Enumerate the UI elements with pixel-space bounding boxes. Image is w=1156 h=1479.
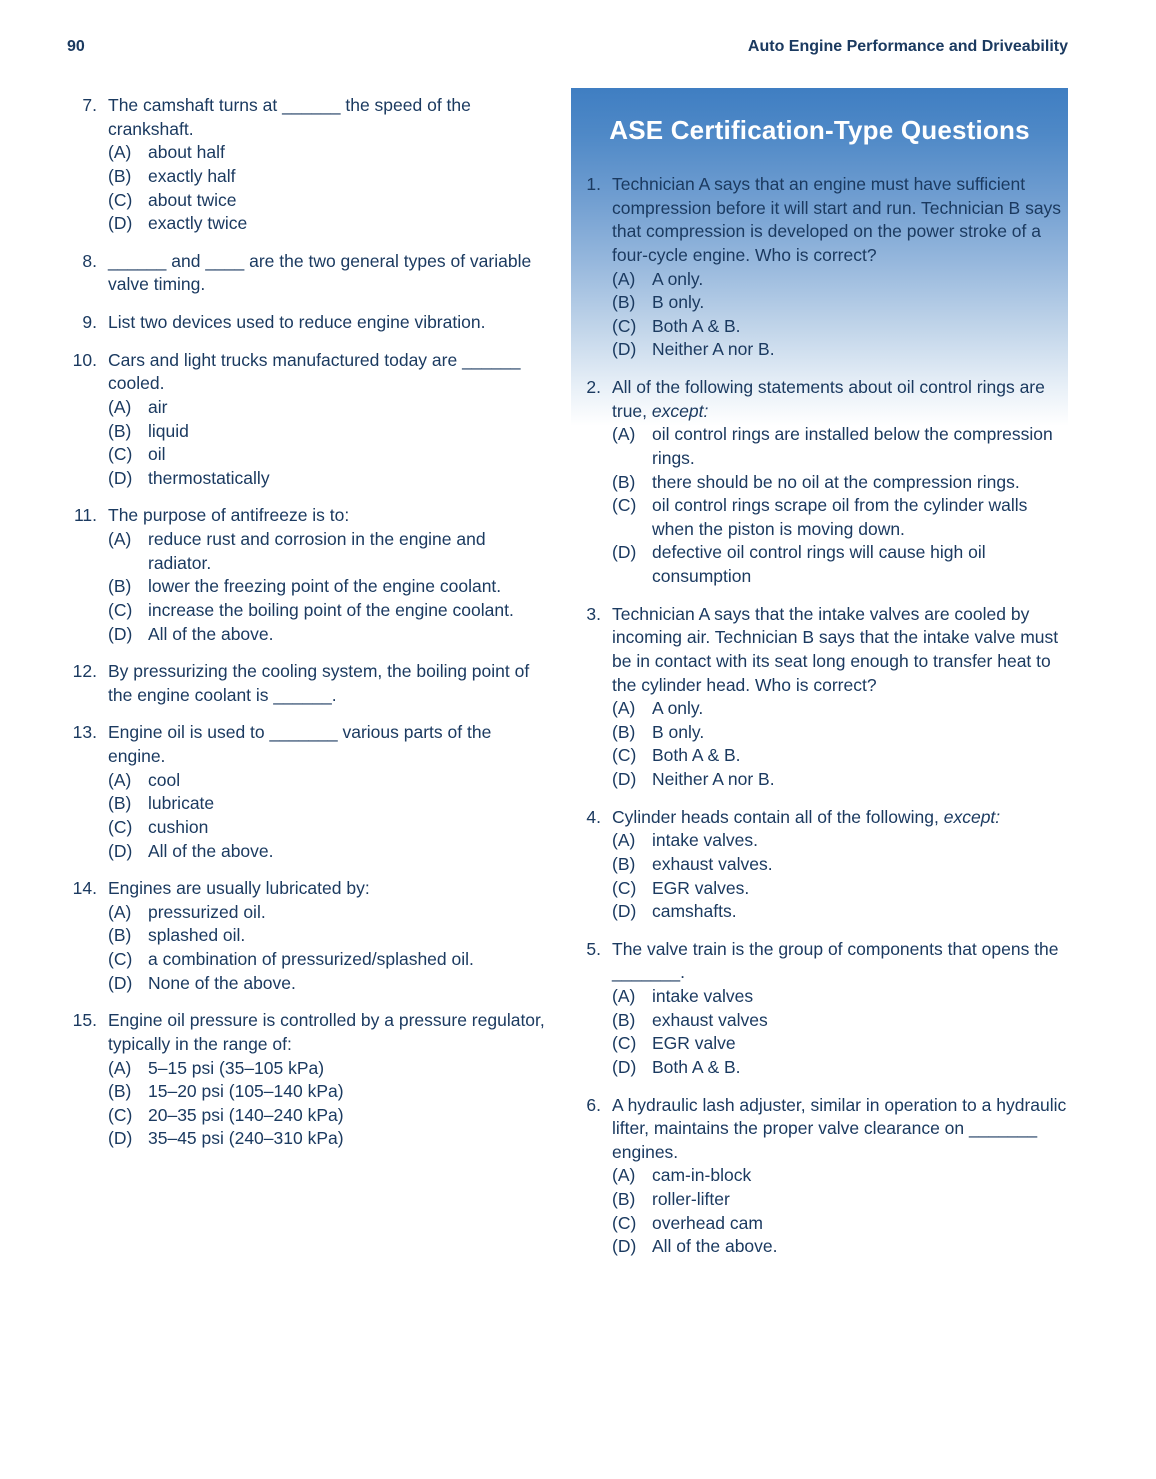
option-letter: (A): [108, 396, 132, 417]
left-questions: [67, 94, 545, 1151]
option-text: 5–15 psi (35–105 kPa): [148, 1057, 325, 1078]
option-text: oil control rings scrape oil from the cylinder walls when the piston is moving down.: [652, 495, 1028, 539]
option-letter: (C): [612, 495, 637, 516]
question-text: [108, 311, 545, 335]
question-text: [612, 938, 1068, 985]
question-body: [108, 349, 545, 491]
option-text: there should be no oil at the compression rings.: [652, 471, 1020, 492]
option-row: [108, 528, 545, 575]
option-row: [108, 816, 545, 840]
option-letter: (A): [612, 698, 636, 719]
question-number: 8.: [82, 250, 97, 271]
option-letter: (B): [612, 853, 636, 874]
option-row: [612, 1212, 1068, 1236]
option-row: [612, 1188, 1068, 1212]
question-text: [612, 1094, 1068, 1165]
question-number: 9.: [82, 312, 97, 332]
option-letter: (C): [612, 315, 637, 336]
question-item: [571, 1094, 1068, 1259]
option-row: [612, 268, 1068, 292]
option-row: [108, 901, 545, 925]
option-row: [108, 1127, 545, 1151]
option-letter: (B): [108, 925, 132, 946]
option-text: about half: [148, 142, 225, 163]
option-text: lower the freezing point of the engine coolant.: [148, 576, 502, 597]
option-text: exactly half: [148, 165, 236, 186]
left-column: [67, 88, 545, 1165]
option-row: [612, 744, 1068, 768]
question-text-main: Cars and light trucks manufactured today are ______ cooled.: [108, 349, 521, 394]
option-letter: (C): [612, 745, 637, 766]
question-text-main: List two devices used to reduce engine vibration.: [108, 312, 486, 332]
option-text: Both A & B.: [652, 745, 741, 766]
option-text: cool: [148, 769, 181, 790]
option-letter: (D): [108, 623, 133, 644]
question-item: [67, 660, 545, 707]
question-number: 10.: [72, 349, 97, 370]
option-letter: (A): [612, 268, 636, 289]
question-item: [571, 938, 1068, 1080]
question-body: [612, 938, 1068, 1080]
option-letter: (D): [108, 467, 133, 488]
question-number: 12.: [72, 661, 97, 682]
option-text: thermostatically: [148, 467, 270, 488]
option-text: B only.: [652, 292, 705, 313]
option-letter: (B): [108, 420, 132, 441]
question-text: [612, 806, 1068, 830]
question-body: [108, 250, 545, 297]
question-item: [67, 721, 545, 863]
option-row: [108, 623, 545, 647]
option-row: [612, 1056, 1068, 1080]
option-row: [108, 924, 545, 948]
option-letter: (A): [612, 986, 636, 1006]
question-body: [108, 311, 545, 335]
option-row: [612, 541, 1068, 588]
option-text: Both A & B.: [652, 1056, 741, 1077]
question-number: 7.: [82, 95, 97, 115]
option-row: [612, 338, 1068, 362]
option-letter: (C): [612, 877, 637, 898]
option-row: [108, 972, 545, 996]
option-row: [612, 1235, 1068, 1259]
option-text: 35–45 psi (240–310 kPa): [148, 1128, 344, 1149]
option-row: [108, 599, 545, 623]
option-text: exhaust valves: [652, 1009, 768, 1030]
option-row: [108, 1104, 545, 1128]
option-text: exhaust valves.: [652, 853, 773, 874]
option-letter: (B): [108, 793, 132, 814]
option-row: [612, 900, 1068, 924]
option-text: A only.: [652, 268, 704, 289]
question-item: [571, 173, 1068, 362]
question-text: [108, 94, 545, 141]
option-letter: (A): [612, 830, 636, 851]
question-text-main: A hydraulic lash adjuster, similar in operation to a hydraulic lifter, maintains the proper valve clearance on _______ engines.: [612, 1094, 1067, 1162]
question-text-main: The purpose of antifreeze is to:: [108, 505, 350, 526]
option-row: [612, 877, 1068, 901]
question-text-main: ______ and ____ are the two general types of variable valve timing.: [108, 250, 532, 295]
option-row: [108, 840, 545, 864]
option-text: about twice: [148, 189, 237, 210]
option-letter: (C): [108, 949, 133, 969]
question-item: [571, 806, 1068, 924]
option-text: reduce rust and corrosion in the engine and radiator.: [148, 529, 486, 573]
option-row: [612, 768, 1068, 792]
option-letter: (C): [108, 816, 133, 837]
question-body: [108, 877, 545, 995]
question-text-main: By pressurizing the cooling system, the boiling point of the engine coolant is ______.: [108, 661, 530, 705]
option-text: cam-in-block: [652, 1165, 752, 1186]
question-body: [612, 806, 1068, 924]
question-number: 4.: [586, 806, 601, 827]
option-text: Neither A nor B.: [652, 339, 775, 360]
option-letter: (B): [612, 721, 636, 742]
option-text: air: [148, 396, 168, 417]
question-body: [612, 1094, 1068, 1259]
option-letter: (A): [108, 769, 132, 790]
option-letter: (D): [612, 1056, 637, 1077]
page-header: [67, 38, 1068, 56]
option-row: [612, 985, 1068, 1009]
option-row: [612, 829, 1068, 853]
question-body: [108, 94, 545, 236]
option-letter: (B): [108, 1081, 132, 1102]
option-letter: (D): [612, 542, 637, 563]
option-letter: (A): [108, 529, 132, 549]
option-row: [108, 396, 545, 420]
option-row: [612, 471, 1068, 495]
question-text: [108, 660, 545, 707]
question-number: 6.: [586, 1094, 601, 1115]
question-text: [612, 376, 1068, 423]
option-row: [612, 1164, 1068, 1188]
question-number: 14.: [72, 878, 97, 899]
option-row: [108, 189, 545, 213]
question-text: [612, 603, 1068, 698]
question-text-italic: except:: [651, 400, 709, 421]
option-letter: (A): [612, 424, 636, 445]
option-letter: (C): [108, 1104, 133, 1125]
question-item: [67, 250, 545, 297]
option-text: liquid: [148, 420, 189, 441]
option-text: B only.: [652, 721, 705, 742]
option-text: EGR valve: [652, 1033, 736, 1054]
question-body: [612, 603, 1068, 792]
option-row: [108, 948, 545, 972]
option-letter: (D): [108, 1128, 133, 1149]
option-letter: (B): [612, 1189, 636, 1209]
question-body: [108, 721, 545, 863]
option-letter: (C): [108, 189, 133, 210]
option-text: splashed oil.: [148, 925, 246, 946]
option-text: All of the above.: [148, 623, 274, 644]
option-row: [108, 1080, 545, 1104]
question-item: [67, 504, 545, 646]
two-column-layout: [67, 88, 1068, 1273]
question-body: [108, 504, 545, 646]
option-row: [108, 1057, 545, 1081]
option-text: oil control rings are installed below the compression rings.: [652, 424, 1053, 468]
option-text: exactly twice: [148, 213, 248, 234]
question-number: 11.: [73, 505, 97, 526]
page-number: 90: [67, 38, 85, 55]
option-text: a combination of pressurized/splashed oil.: [148, 949, 474, 969]
question-item: [67, 94, 545, 236]
option-row: [612, 423, 1068, 470]
question-number: 5.: [586, 938, 601, 959]
option-text: All of the above.: [148, 840, 274, 861]
option-letter: (D): [612, 901, 637, 922]
option-row: [612, 1032, 1068, 1056]
option-text: defective oil control rings will cause high oil consumption: [652, 542, 986, 586]
option-row: [612, 291, 1068, 315]
option-row: [108, 575, 545, 599]
question-item: [67, 1009, 545, 1151]
question-body: [612, 173, 1068, 362]
option-letter: (D): [612, 1236, 637, 1257]
option-row: [108, 212, 545, 236]
option-row: [612, 1009, 1068, 1033]
question-text-italic: except:: [943, 806, 1001, 827]
option-letter: (D): [108, 840, 133, 861]
ase-section: [571, 88, 1068, 1273]
option-row: [108, 141, 545, 165]
question-number: 3.: [586, 603, 601, 624]
question-item: [571, 376, 1068, 589]
question-text-main: All of the following statements about oil control rings are true,: [612, 377, 1045, 421]
option-text: cushion: [148, 816, 209, 837]
question-text: [108, 250, 545, 297]
option-letter: (C): [612, 1033, 637, 1054]
question-item: [67, 311, 545, 335]
option-letter: (C): [612, 1212, 637, 1233]
option-row: [108, 443, 545, 467]
option-row: [612, 315, 1068, 339]
option-text: oil: [148, 444, 166, 465]
option-letter: (D): [612, 769, 637, 789]
option-text: Both A & B.: [652, 315, 741, 336]
question-item: [571, 603, 1068, 792]
option-letter: (C): [108, 599, 133, 620]
option-text: Neither A nor B.: [652, 769, 775, 789]
option-text: overhead cam: [652, 1212, 763, 1233]
option-text: intake valves.: [652, 830, 759, 851]
question-body: [108, 1009, 545, 1151]
question-text-main: Engines are usually lubricated by:: [108, 878, 370, 899]
option-text: roller-lifter: [652, 1189, 730, 1209]
option-row: [612, 853, 1068, 877]
question-number: 13.: [72, 722, 97, 743]
option-row: [108, 792, 545, 816]
question-text-main: The camshaft turns at ______ the speed of the crankshaft.: [108, 95, 471, 139]
question-item: [67, 349, 545, 491]
question-text: [108, 1009, 545, 1056]
ase-questions: [571, 173, 1068, 1259]
option-letter: (D): [108, 972, 133, 993]
option-letter: (A): [108, 1057, 132, 1078]
question-text: [612, 173, 1068, 268]
option-row: [108, 769, 545, 793]
question-text-main: The valve train is the group of components that opens the _______.: [612, 938, 1059, 983]
option-row: [612, 494, 1068, 541]
option-letter: (B): [612, 1009, 636, 1030]
option-letter: (B): [612, 471, 636, 492]
option-row: [612, 697, 1068, 721]
question-number: 2.: [586, 377, 601, 397]
option-letter: (B): [108, 576, 132, 597]
question-text-main: Engine oil pressure is controlled by a pressure regulator, typically in the range of:: [108, 1010, 545, 1054]
option-text: None of the above.: [148, 972, 296, 993]
option-letter: (A): [108, 901, 132, 922]
option-text: A only.: [652, 698, 704, 719]
option-letter: (C): [108, 444, 133, 465]
option-text: EGR valves.: [652, 877, 750, 898]
option-letter: (D): [612, 339, 637, 360]
option-text: All of the above.: [652, 1236, 778, 1257]
question-body: [612, 376, 1068, 589]
option-letter: (B): [612, 292, 636, 313]
question-text: [108, 721, 545, 768]
option-text: 15–20 psi (105–140 kPa): [148, 1081, 344, 1102]
question-item: [67, 877, 545, 995]
page-header-title: Auto Engine Performance and Driveability: [747, 38, 1068, 55]
option-text: camshafts.: [652, 901, 737, 922]
question-text: [108, 504, 545, 528]
option-row: [612, 721, 1068, 745]
question-body: [108, 660, 545, 707]
question-number: 15.: [72, 1010, 97, 1031]
question-text: [108, 877, 545, 901]
option-text: pressurized oil.: [148, 901, 266, 922]
option-text: lubricate: [148, 793, 215, 814]
question-text-main: Technician A says that an engine must have sufficient compression before it will start and run. Technician B says that compression is developed on the power stroke of a four-cycle engine. Who is correct?: [612, 174, 1062, 265]
question-text: [108, 349, 545, 396]
option-letter: (A): [612, 1165, 636, 1186]
question-text-main: Engine oil is used to _______ various parts of the engine.: [108, 722, 492, 766]
question-text-main: Cylinder heads contain all of the following,: [612, 806, 944, 827]
ase-section-title: ASE Certification-Type Questions: [609, 115, 1030, 145]
option-letter: (B): [108, 165, 132, 186]
option-row: [108, 165, 545, 189]
option-letter: (D): [108, 213, 133, 234]
option-text: 20–35 psi (140–240 kPa): [148, 1104, 344, 1125]
option-row: [108, 467, 545, 491]
option-text: intake valves: [652, 986, 754, 1006]
question-text-main: Technician A says that the intake valves are cooled by incoming air. Technician B says that the intake valve must be in contact with its seat long enough to transfer heat to the cylinder head. Who is correct?: [612, 603, 1059, 695]
option-row: [108, 420, 545, 444]
option-text: increase the boiling point of the engine coolant.: [148, 599, 514, 620]
option-letter: (A): [108, 142, 132, 163]
question-number: 1.: [586, 174, 601, 194]
